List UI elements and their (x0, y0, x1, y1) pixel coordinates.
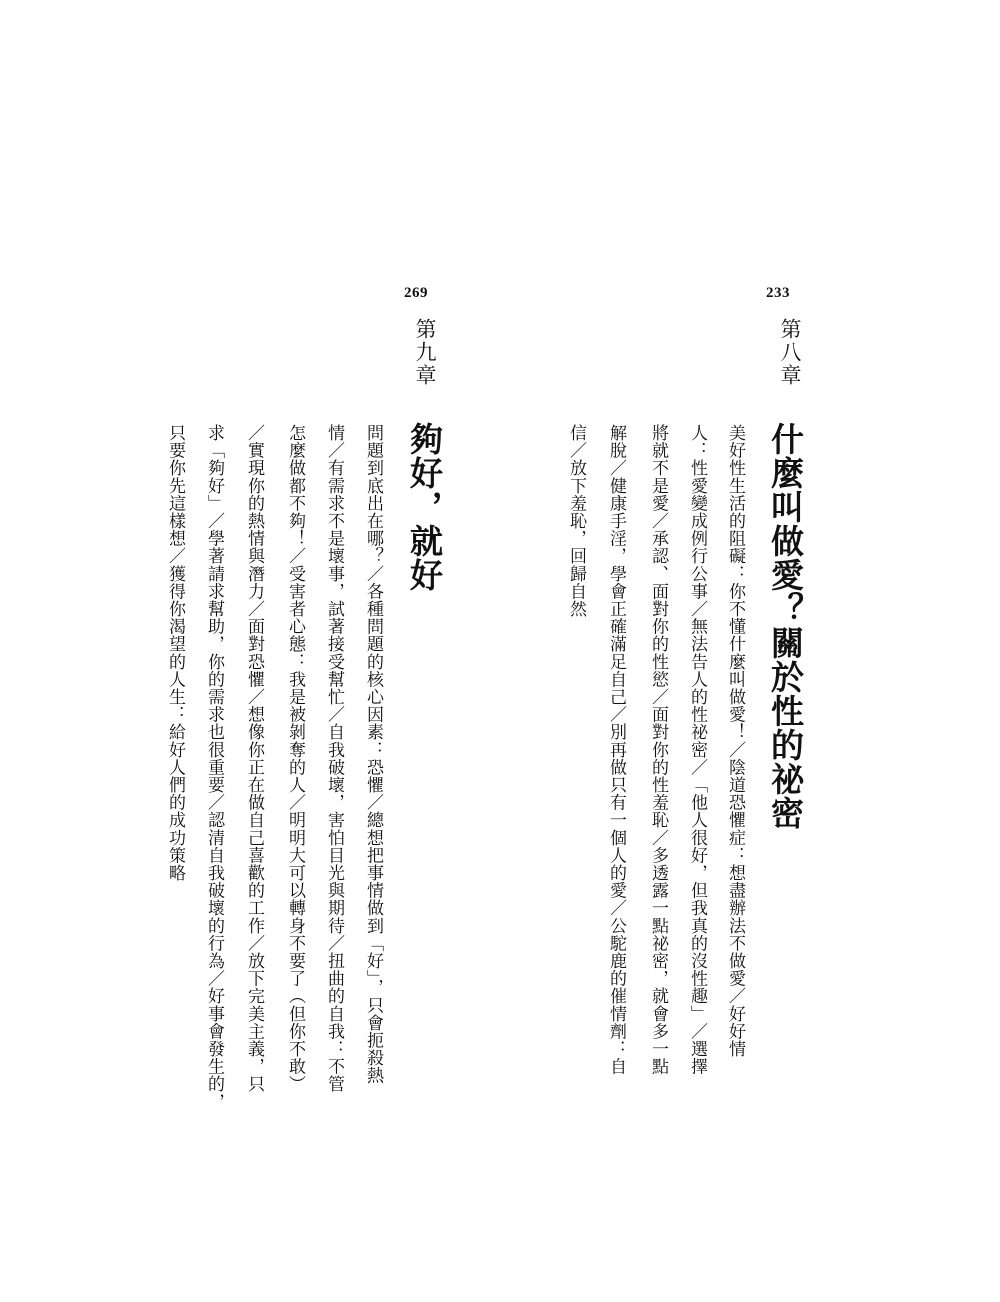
page-number: 233 (766, 285, 790, 301)
toc-line: 將就不是愛／承認、面對你的性慾／面對你的性羞恥／多透露一點祕密，就會多一點 (648, 424, 668, 1076)
toc-line: 怎麼做都不夠！／受害者心態：我是被剝奪的人／明明大可以轉身不要了（但你不敢） (285, 424, 305, 1093)
toc-line: 信／放下羞恥，回歸自然 (566, 424, 586, 618)
toc-line: 求「夠好」／學著請求幫助，你的需求也很重要／認清自我破壞的行為／好事會發生的， (204, 424, 224, 1111)
chapter-label: 第八章 (778, 318, 802, 387)
toc-line: 問題到底出在哪？／各種問題的核心因素：恐懼／總想把事情做到「好」，只會扼殺熱 (363, 424, 383, 1085)
toc-line: 情／有需求不是壞事，試著接受幫忙／自我破壞，害怕目光與期待／扭曲的自我：不管 (324, 424, 344, 1093)
toc-line: 只要你先這樣想／獲得你渴望的人生：給好人們的成功策略 (165, 424, 185, 882)
chapter-title: 什麼叫做愛？關於性的祕密 (766, 422, 805, 830)
page-number: 269 (404, 285, 428, 301)
toc-line: 美好性生活的阻礙：你不懂什麼叫做愛！／陰道恐懼症：想盡辦法不做愛／好好情 (725, 424, 745, 1058)
toc-line: 解脫／健康手淫，學會正確滿足自己／別再做只有一個人的愛／公駝鹿的催情劑：自 (606, 424, 626, 1076)
toc-line: ／實現你的熱情與潛力／面對恐懼／想像你正在做自己喜歡的工作／放下完美主義，只 (244, 424, 264, 1093)
chapter-title: 夠好，就好 (405, 422, 444, 592)
toc-line: 人：性愛變成例行公事／無法告人的性祕密／「他人很好，但我真的沒性趣」／選擇 (687, 424, 707, 1076)
chapter-label: 第九章 (413, 318, 437, 387)
